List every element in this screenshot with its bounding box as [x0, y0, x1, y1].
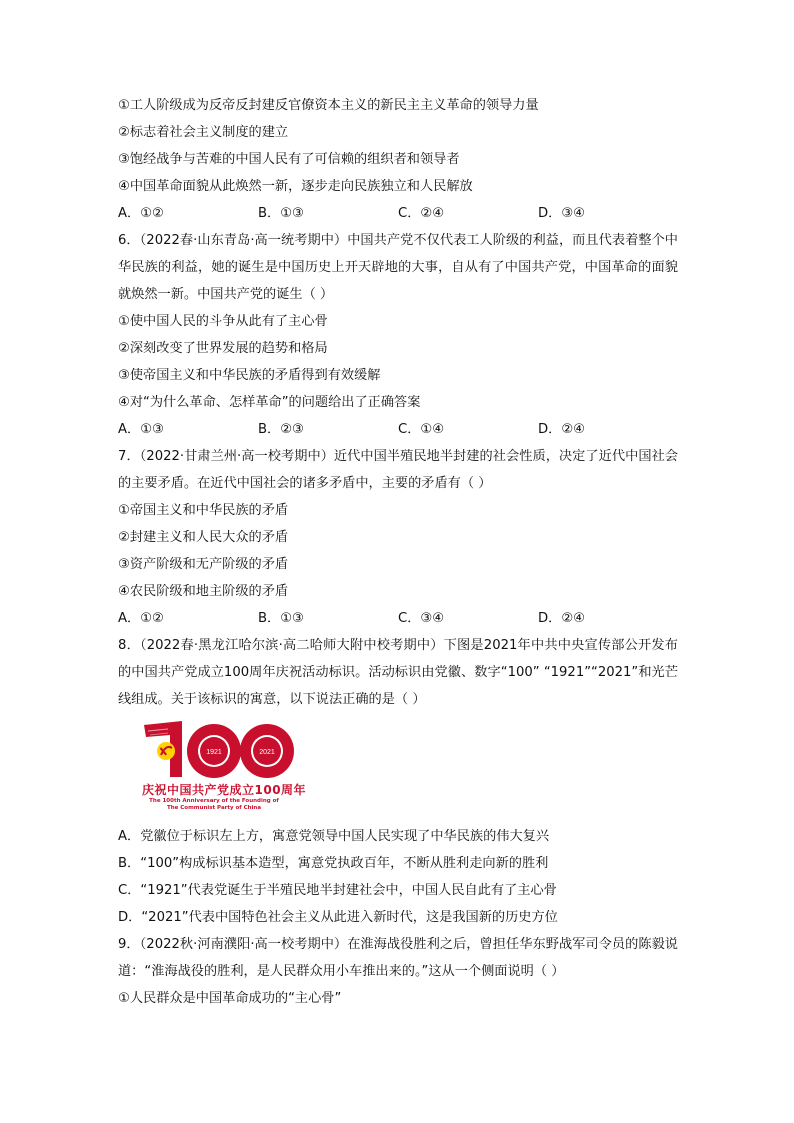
q5-option-c: C．②④ [398, 206, 445, 221]
q7-option-a: A．①② [118, 611, 164, 626]
q8-stem: 8．（2022春·黑龙江哈尔滨·高二哈师大附中校考期中）下图是2021年中共中央宣传部公开发布的中国共产党成立100周年庆祝活动标识。活动标识由党徽、数字“100” “1921”“2021”和光芒线组成。关于该标识的寓意，以下说法正确的是（ ） [118, 638, 678, 707]
q5-option-b: B．①③ [258, 206, 304, 221]
q7-option-d: D．②④ [538, 611, 585, 626]
q7-option-b: B．①③ [258, 611, 304, 626]
q7-statement-1: ①帝国主义和中华民族的矛盾 [118, 503, 289, 518]
q6-statement-3: ③使帝国主义和中华民族的矛盾得到有效缓解 [118, 368, 381, 383]
q6-option-d: D．②④ [538, 422, 585, 437]
q9-stem: 9．（2022秋·河南濮阳·高一校考期中）在淮海战役胜利之后，曾担任华东野战军司令员的陈毅说道：“淮海战役的胜利，是人民群众用小车推出来的。”这从一个侧面说明（ ） [118, 937, 678, 979]
q8-option-d: D．“2021”代表中国特色社会主义从此进入新时代，这是我国新的历史方位 [118, 910, 558, 925]
logo-year-left: 1921 [206, 749, 222, 756]
q5-statement-1: ①工人阶级成为反帝反封建反官僚资本主义的新民主主义革命的领导力量 [118, 98, 539, 113]
q6-statement-1: ①使中国人民的斗争从此有了主心骨 [118, 314, 328, 329]
logo-caption-english: The 100th Anniversary of the Founding of The Communist Party of China [149, 798, 279, 811]
cpc-100th-anniversary-logo [142, 719, 312, 815]
q7-options [118, 605, 678, 632]
q6-option-c: C．①④ [398, 422, 445, 437]
q5-statement-4: ④中国革命面貌从此焕然一新，逐步走向民族独立和人民解放 [118, 179, 473, 194]
logo-caption-chinese: 庆祝中国共产党成立100周年 [142, 783, 307, 797]
q7-statement-3: ③资产阶级和无产阶级的矛盾 [118, 557, 289, 572]
party-emblem-icon [157, 742, 175, 760]
q6-stem: 6．（2022春·山东青岛·高一统考期中）中国共产党不仅代表工人阶级的利益，而且代表着整个中华民族的利益，她的诞生是中国历史上开天辟地的大事，自从有了中国共产党，中国革命的面貌就焕然一新。中国共产党的诞生（ ） [118, 233, 678, 302]
q6-options [118, 416, 678, 443]
q6-statement-4: ④对“为什么革命、怎样革命”的问题给出了正确答案 [118, 395, 421, 410]
q7-statement-4: ④农民阶级和地主阶级的矛盾 [118, 584, 289, 599]
q6-option-b: B．②③ [258, 422, 304, 437]
q7-option-c: C．③④ [398, 611, 445, 626]
q7-stem: 7．（2022·甘肃兰州·高一校考期中）近代中国半殖民地半封建的社会性质，决定了近代中国社会的主要矛盾。在近代中国社会的诸多矛盾中，主要的矛盾有（ ） [118, 449, 678, 491]
q9-statement-1: ①人民群众是中国革命成功的“主心骨” [118, 991, 342, 1006]
q8-option-b: B．“100”构成标识基本造型，寓意党执政百年，不断从胜利走向新的胜利 [118, 856, 549, 871]
q8-option-a: A．党徽位于标识左上方，寓意党领导中国人民实现了中华民族的伟大复兴 [118, 829, 550, 844]
q7-statement-2: ②封建主义和人民大众的矛盾 [118, 530, 289, 545]
q5-statement-2: ②标志着社会主义制度的建立 [118, 125, 289, 140]
q6-statement-2: ②深刻改变了世界发展的趋势和格局 [118, 341, 328, 356]
logo-100-graphic [142, 719, 312, 783]
exam-page [118, 92, 678, 1012]
q6-option-a: A．①③ [118, 422, 164, 437]
q5-options [118, 200, 678, 227]
q5-option-a: A．①② [118, 206, 164, 221]
q8-option-c: C．“1921”代表党诞生于半殖民地半封建社会中，中国人民自此有了主心骨 [118, 883, 557, 898]
q5-option-d: D．③④ [538, 206, 585, 221]
logo-year-right: 2021 [259, 749, 275, 756]
q5-statement-3: ③饱经战争与苦难的中国人民有了可信赖的组织者和领导者 [118, 152, 460, 167]
